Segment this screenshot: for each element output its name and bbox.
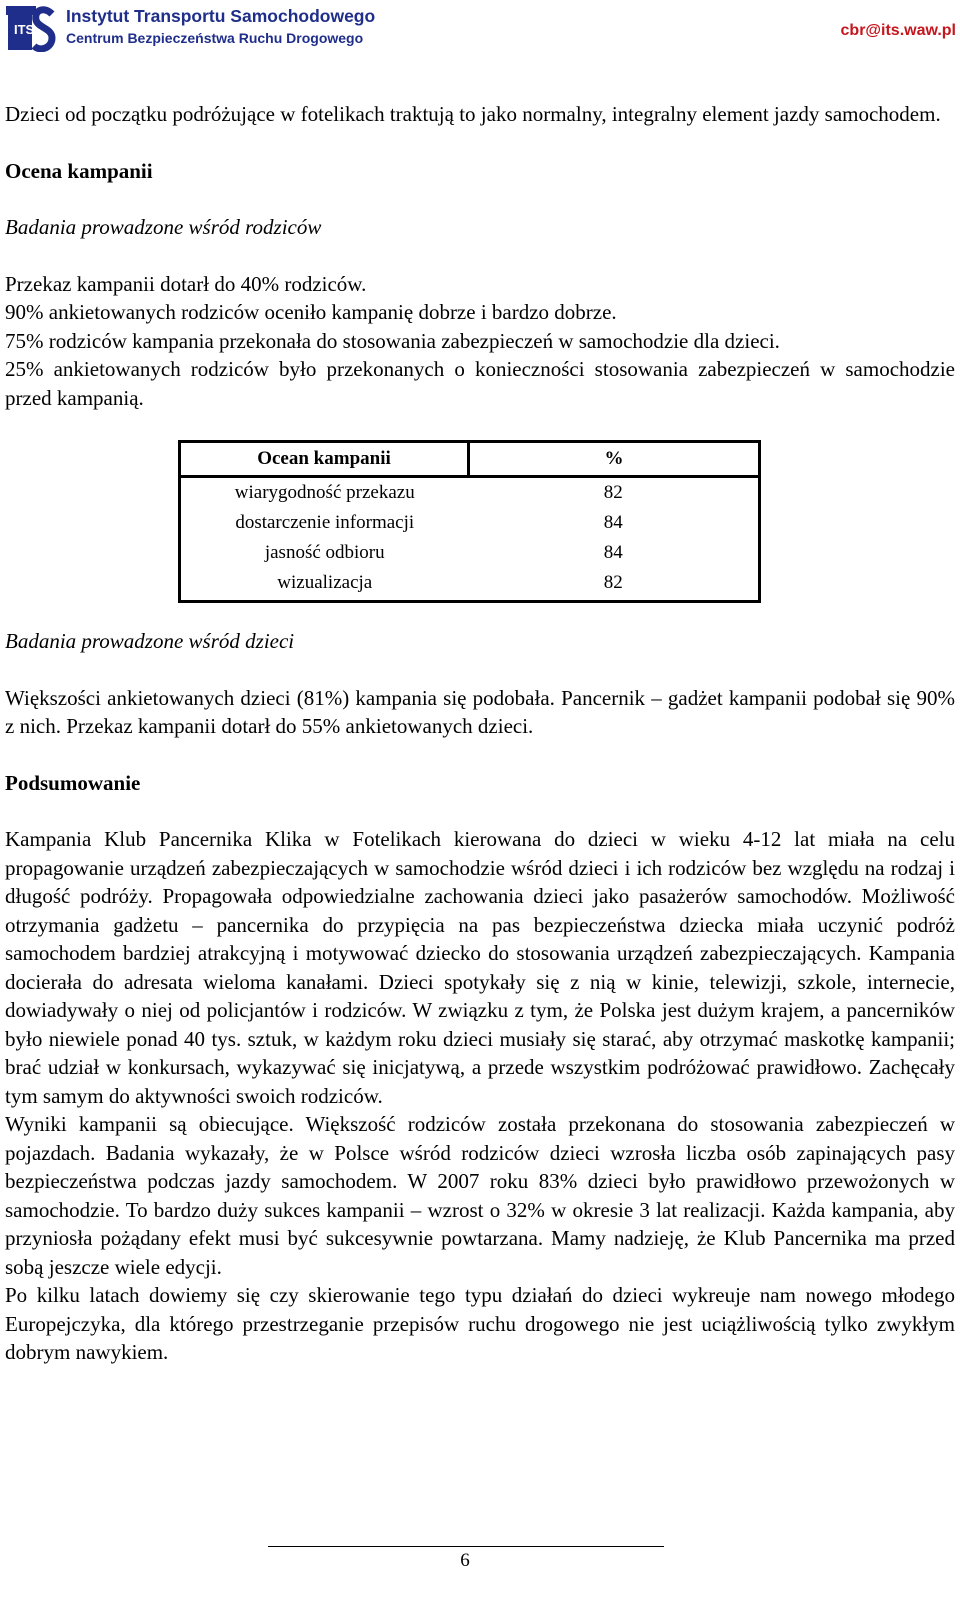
logo-letters: ITS xyxy=(14,22,35,37)
table-cell: 84 xyxy=(603,512,623,533)
parents-findings xyxy=(5,270,955,413)
finding-line: 75% rodziców kampania przekonała do stosowania zabezpieczeń w samochodzie dla dzieci. xyxy=(5,328,780,353)
table-cell: 82 xyxy=(603,572,623,593)
table-header-cell: % xyxy=(469,442,760,477)
table-row xyxy=(180,568,760,602)
table-cell: wiarygodność przekazu xyxy=(234,482,415,503)
its-logo-icon xyxy=(6,4,56,52)
summary-text xyxy=(5,825,955,1367)
table-cell: wizualizacja xyxy=(277,572,373,593)
section-heading-evaluation: Ocena kampanii xyxy=(5,158,153,183)
center-name: Centrum Bezpieczeństwa Ruchu Drogowego xyxy=(66,30,364,46)
table-row xyxy=(180,538,760,568)
table-header-row xyxy=(180,442,760,477)
intro-paragraph: Dzieci od początku podróżujące w fotelikach traktują to jako normalny, integralny element jazdy samochodem. xyxy=(5,102,941,126)
summary-paragraph: Wyniki kampanii są obiecujące. Większość rodziców została przekonana do stosowania zabezpieczeń w pojazdach. Badania wykazały, że w Polsce wśród rodziców dzieci wzrosła liczba osób zapinających pasy bezpieczeństwa podczas jazdy samochodem. W 2007 roku 83% dzieci było prawidłowo przewożonych w samochodzie. To bardzo duży sukces kampanii – wzrost o 32% w okresie 3 lat realizacji. Każda kampania, aby przyniosła pożądany efekt musi być sukcesywnie powtarzana. Mamy nadzieję, że Klub Pancernika ma przed sobą jeszcze wiele edycji. xyxy=(5,1112,955,1279)
table-cell: 84 xyxy=(603,542,623,563)
finding-line: 90% ankietowanych rodziców oceniło kampanię dobrze i bardzo dobrze. xyxy=(5,300,617,324)
page-number: 6 xyxy=(460,1550,470,1571)
table-row xyxy=(180,508,760,538)
document-body xyxy=(5,100,955,1367)
table-cell: 82 xyxy=(603,482,623,503)
evaluation-table xyxy=(178,440,761,603)
email-link[interactable]: cbr@its.waw.pl xyxy=(840,22,956,39)
summary-paragraph: Po kilku latach dowiemy się czy skierowanie tego typu działań do dzieci wykreuje nam nowego młodego Europejczyka, dla którego przestrzeganie przepisów ruchu drogowego nie jest uciążliwością tylko zwykłym dobrym nawykiem. xyxy=(5,1283,955,1364)
table-cell: jasność odbioru xyxy=(264,542,385,563)
table-row xyxy=(180,477,760,509)
institute-name: Instytut Transportu Samochodowego xyxy=(66,6,376,26)
page-header xyxy=(0,0,960,60)
section-heading-summary: Podsumowanie xyxy=(5,770,141,795)
children-paragraph: Większości ankietowanych dzieci (81%) kampania się podobała. Pancernik – gadżet kampanii podobał się 90% z nich. Przekaz kampanii dotarł do 55% ankietowanych dzieci. xyxy=(5,685,955,738)
subheading-parents: Badania prowadzone wśród rodziców xyxy=(5,215,322,239)
table-cell: dostarczenie informacji xyxy=(235,512,415,533)
footer-rule xyxy=(268,1546,664,1547)
summary-paragraph: Kampania Klub Pancernika Klika w Fotelikach kierowana do dzieci w wieku 4-12 lat miała na celu propagowanie urządzeń zabezpieczających w samochodzie wśród dzieci i ich rodziców bez względu na rodzaj i długość podróży. Propagowała odpowiedzialne zachowania dzieci jako pasażerów samochodów. Możliwość otrzymania gadżetu – pancernika do przypięcia na pas bezpieczeństwa dziecka miała uczynić podróż samochodem bardziej atrakcyjną i motywować dziecko do stosowania urządzeń zabezpieczających. Kampania docierała do adresata wieloma kanałami. Dzieci spotykały się z nią w kinie, telewizji, szkole, internecie, dowiadywały o niej od policjantów i rodziców. W związku z tym, że Polska jest dużym krajem, a pancerników było niewiele ponad 40 tys. sztuk, w każdym roku dzieci musiały się starać, aby otrzymać maskotkę kampanii; brać udział w konkursach, wykazywać się inicjatywą, a przede wszystkim podróżować prawidłowo. Zachęcały tym samym do aktywności swoich rodziców. xyxy=(5,827,955,1108)
subheading-children: Badania prowadzone wśród dzieci xyxy=(5,629,295,653)
table-header-cell: Ocean kampanii xyxy=(180,442,469,477)
finding-line: Przekaz kampanii dotarł do 40% rodziców. xyxy=(5,271,367,296)
finding-line: 25% ankietowanych rodziców było przekonanych o konieczności stosowania zabezpieczeń w samochodzie przed kampanią. xyxy=(5,357,955,410)
